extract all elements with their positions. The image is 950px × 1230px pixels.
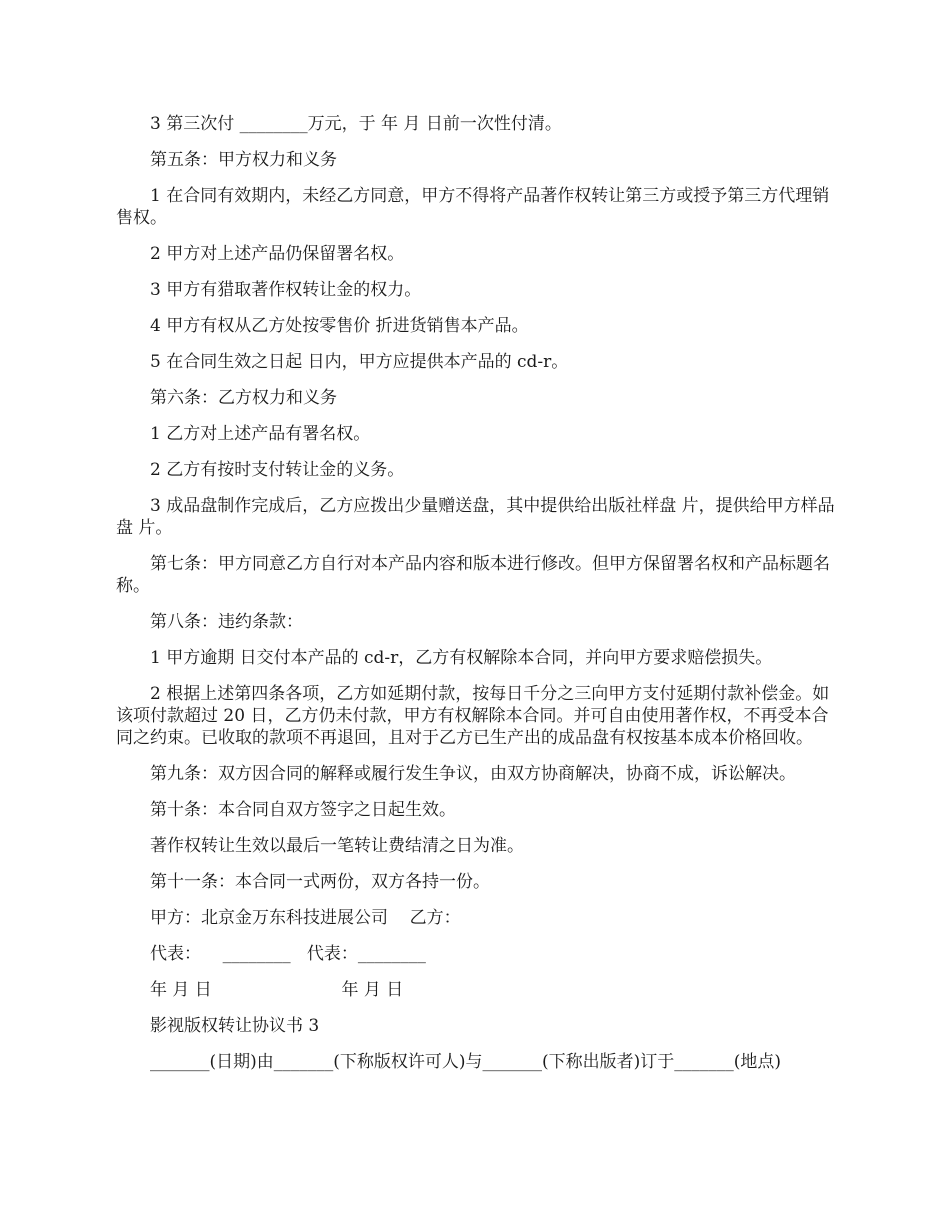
representative-line: 代表： ________ 代表：________ [150, 944, 426, 964]
article-6-clause-3: 3 成品盘制作完成后，乙方应拨出少量赠送盘，其中提供给出版社样盘 片，提供给甲方样品盘 片。 [116, 496, 835, 538]
article-5-heading: 第五条：甲方权力和义务 [150, 150, 337, 170]
payment-third-installment: 3 第三次付 ________万元，于 年 月 日前一次性付清。 [150, 114, 562, 134]
article-5-clause-5: 5 在合同生效之日起 日内，甲方应提供本产品的 cd-r。 [150, 352, 569, 372]
article-10: 第十条：本合同自双方签字之日起生效。 [150, 800, 456, 820]
article-6-heading: 第六条：乙方权力和义务 [150, 388, 337, 408]
article-11: 第十一条：本合同一式两份，双方各持一份。 [150, 872, 490, 892]
article-8-clause-2: 2 根据上述第四条各项，乙方如延期付款，按每日千分之三向甲方支付延期付款补偿金。如该项付款超过 20 日，乙方仍未付款，甲方有权解除本合同。并可自由使用著作权，不再受本合同之约束。已收取的款项不再退回，且对于乙方已生产出的成品盘有权按基本成本价格回收。 [116, 684, 830, 748]
article-5-clause-3: 3 甲方有猎取著作权转让金的权力。 [150, 280, 422, 300]
article-6-clause-1: 1 乙方对上述产品有署名权。 [150, 424, 371, 444]
article-7: 第七条：甲方同意乙方自行对本产品内容和版本进行修改。但甲方保留署名权和产品标题名称。 [116, 554, 830, 596]
article-5-clause-1: 1 在合同有效期内，未经乙方同意，甲方不得将产品著作权转让第三方或授予第三方代理销售权。 [116, 186, 830, 228]
party-names-line: 甲方：北京金万东科技进展公司 乙方： [150, 908, 461, 928]
copyright-effective-note: 著作权转让生效以最后一笔转让费结清之日为准。 [150, 836, 524, 856]
article-8-clause-1: 1 甲方逾期 日交付本产品的 cd-r，乙方有权解除本合同，并向甲方要求赔偿损失。 [150, 648, 773, 668]
section-title: 影视版权转让协议书 3 [150, 1016, 320, 1036]
agreement-opening-line: _______(日期)由_______(下称版权许可人)与_______(下称出版者)订于_______(地点) [150, 1052, 782, 1072]
document-body [116, 113, 836, 1087]
article-9: 第九条：双方因合同的解释或履行发生争议，由双方协商解决，协商不成，诉讼解决。 [150, 764, 796, 784]
article-5-clause-4: 4 甲方有权从乙方处按零售价 折进货销售本产品。 [150, 316, 529, 336]
article-8-heading: 第八条：违约条款： [150, 612, 303, 632]
signature-date-line: 年 月 日 年 月 日 [150, 980, 404, 1000]
article-5-clause-2: 2 甲方对上述产品仍保留署名权。 [150, 244, 405, 264]
article-6-clause-2: 2 乙方有按时支付转让金的义务。 [150, 460, 405, 480]
